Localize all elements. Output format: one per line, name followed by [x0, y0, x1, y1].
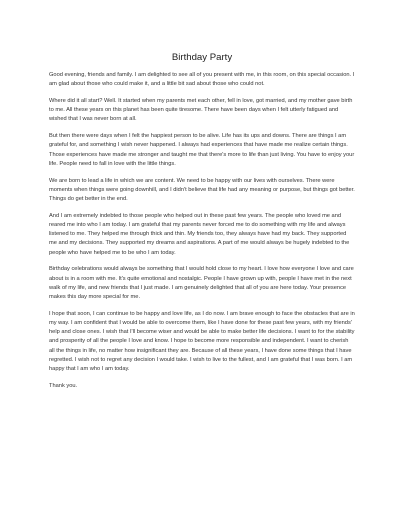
paragraph-hope: I hope that soon, I can continue to be happy and love life, as I do now. I am brave enough to face the obstacles that are in my way. I am confident that I would be able to overcome them, like I have done for these past few years, with my friends' help and close ones. I wish that I'll become wiser and would be able to make better life decisions. I want to for the stability and prosperity of all the people I love and know. I hope to become more responsible and independent. I want to cherish all the things in life, no matter how insignificant they are. Because of all these years, I have done some things that I have regretted. I wish not to regret any decision I would take. I wish to live to the fullest, and I am grateful that I was born. I am happy that I am who I am today.	[49, 310, 355, 373]
paragraph-thanks: Thank you.	[49, 382, 78, 389]
paragraph-indebted: And I am extremely indebted to those people who helped out in these past few years. The people who loved me and reared me into who I am today. I am grateful that my parents never forced me to do something with my life and always listened to me. They helped me through thick and thin. My friends too, they always have had my back. They supported me and my decisions. They supported my dreams and aspirations. A part of me would always be hugely indebted to the people who have helped me to be who I am today.	[49, 212, 350, 256]
paragraph-content: We are born to lead a life in which we are content. We need to be happy with our lives with ourselves. There were moments when things were going downhill, and I didn't believe that life had any meaning or purpose, but things got better. Things do get better in the end.	[49, 177, 355, 203]
paragraph-greeting: Good evening, friends and family. I am delighted to see all of you present with me, in this room, on this special occasion. I am glad about those who could make it, and a little bit sad about those who could not.	[49, 72, 355, 88]
paragraph-celebrations: Birthday celebrations would always be something that I would hold close to my heart. I love how everyone I love and care about is in a room with me. It's quite emotional and nostalgic. People I have grown up with, people I have met in the next walk of my life, and new friends that I just made. I am genuinely delighted that all of you are here today. Your presence makes this day more special for me.	[49, 266, 354, 301]
paragraph-origin: Where did it all start? Well. It started when my parents met each other, fell in love, got married, and my mother gave birth to me. All these years on this planet has been quite tiresome. There have been days when I felt utterly fatigued and wished that I was never born at all.	[49, 98, 353, 123]
document-title: Birthday Party	[171, 52, 233, 63]
paragraph-happiest: But then there were days when I felt the happiest person to be alive. Life has its ups and downs. There are things I am grateful for, and something I wish never happened. I always had experiences that have made me realize certain things. Those experiences have made me stronger and taught me that there's more to life than just living. You have to enjoy your life. People need to fall in love with the little things.	[49, 133, 355, 167]
